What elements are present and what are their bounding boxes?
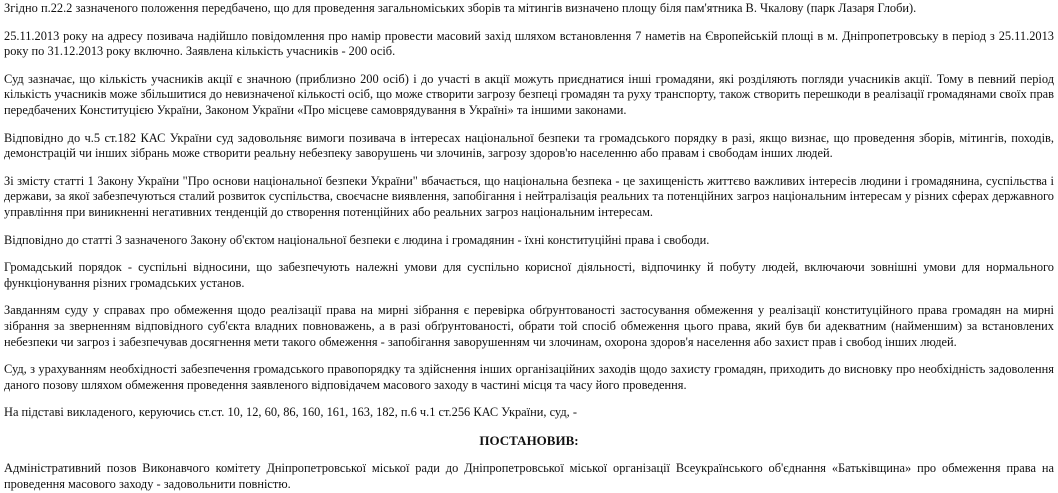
paragraph-participant-risk: Суд зазначає, що кількість учасників акції є значною (приблизно 200 осіб) і до участі в акції можуть приєднатися інші громадяни, які розділяють погляди учасників акції. Тому в певний період кількість учасників може збільшитися до невизначеної кількості осіб, що може створити загрозу безпеці громадян та руху транспорту, також створить перешкоди в реалізації громадянами своїх прав передбачених Конституцією України, Законом України «Про місцеве самоврядування в Україні» та іншими законами.: [4, 71, 1054, 117]
paragraph-court-task: Завданням суду у справах про обмеження щодо реалізації права на мирні зібрання є перевірка обґрунтованості застосування обмеження у реалізації конституційного права громадян на мирні зібрання за зверненням відповідного суб'єкта владних повноважень, а в разі обґрунтованості, обрати той спосіб обмеження цього права, який був би адекватним (найменшим) за встановлених небезпеки чи загроз і забезпечував досягнення мети такого обмеження - запобігання заворушенням чи злочинам, охорона здоров'я населення або захист прав і свобод інших людей.: [4, 303, 1054, 349]
paragraph-national-security-law: Зі змісту статті 1 Закону України "Про основи національної безпеки України" вбачається, що національна безпека - це захищеність життєво важливих інтересів людини і громадянина, суспільства і держави, за якої забезпечуються сталий розвиток суспільства, своєчасне виявлення, запобігання і нейтралізація реальних та потенційних загроз національним інтересам у різних сферах державного управління при виникненні негативних тенденцій до створення потенційних або реальних загроз національним інтересам.: [4, 173, 1054, 219]
paragraph-public-order: Громадський порядок - суспільні відносини, що забезпечують належні умови для суспільно корисної діяльності, відпочинку й побуту людей, включаючи зовнішні умови для нормального функціонування різних громадських установ.: [4, 260, 1054, 290]
paragraph-event-notice: 25.11.2013 року на адресу позивача надійшло повідомлення про намір провести масовий захід шляхом встановлення 7 наметів на Європейській площі в м. Дніпропетровську в період з 25.11.2013 року по 31.12.2013 року включно. Заявлена кількість учасників - 200 осіб.: [4, 28, 1054, 59]
paragraph-security-object: Відповідно до статті 3 зазначеного Закону об'єктом національної безпеки є людина і громадянин - їхні конституційні права і свободи.: [4, 232, 710, 247]
paragraph-resolution: Адміністративний позов Виконавчого комітету Дніпропетровської міської ради до Дніпропетровської міської організації Всеукраїнського об'єднання «Батьківщина» про обмеження права на проведення масового заходу - задовольнити повністю.: [4, 461, 1054, 492]
paragraph-court-conclusion: Суд, з урахуванням необхідності забезпечення громадського правопорядку та здійснення інших організаційних заходів щодо захисту громадян, приходить до висновку про необхідність задоволення даного позову шляхом обмеження проведення заявленого відповідачем масового заходу в частині місця та часу його проведення.: [4, 362, 1054, 392]
resolution-heading: ПОСТАНОВИВ:: [479, 432, 579, 448]
paragraph-legal-basis: На підставі викладеного, керуючись ст.ст. 10, 12, 60, 86, 160, 161, 163, 182, п.6 ч.1 ст.256 КАС України, суд, -: [4, 405, 577, 420]
paragraph-kas-article-182: Відповідно до ч.5 ст.182 КАС України суд задовольняє вимоги позивача в інтересах національної безпеки та громадського порядку в разі, якщо визнає, що проведення зборів, мітингів, походів, демонстрацій чи інших зібрань може створити реальну небезпеку заворушень чи злочинів, загрозу здоров'ю населенню або правам і свободам інших людей.: [4, 130, 1054, 161]
paragraph-venue-regulation: Згідно п.22.2 зазначеного положення передбачено, що для проведення загальноміських зборів та мітингів визначено площу біля пам'ятника В. Чкалову (парк Лазаря Глоби).: [4, 1, 917, 15]
